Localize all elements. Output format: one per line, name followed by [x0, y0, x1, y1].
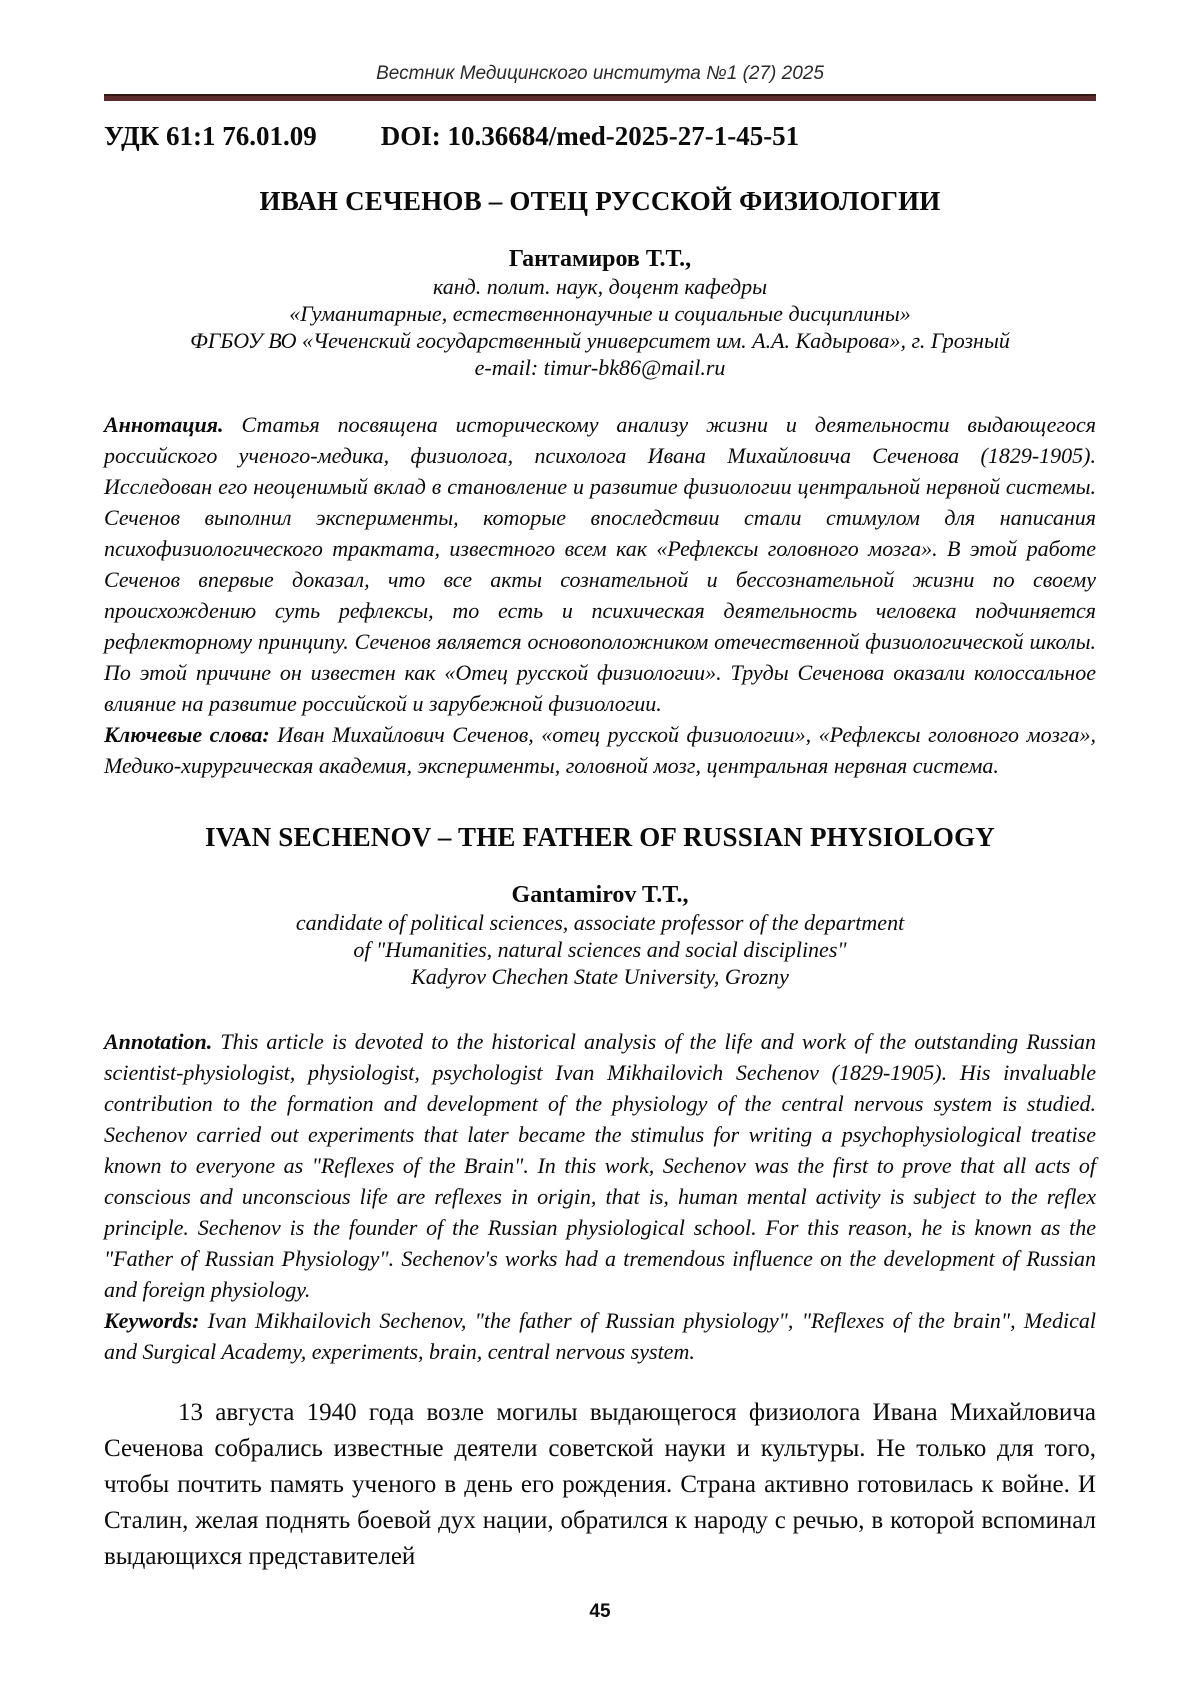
author-degree-en: candidate of political sciences, associate professor of the department — [295, 910, 905, 935]
keywords-label-ru: Ключевые слова: — [104, 722, 270, 747]
department-en: of "Humanities, natural sciences and social disciplines" — [353, 937, 847, 962]
article-title-en: IVAN SECHENOV – THE FATHER OF RUSSIAN PHYSIOLOGY — [204, 822, 995, 852]
article-title-ru: ИВАН СЕЧЕНОВ – ОТЕЦ РУССКОЙ ФИЗИОЛОГИИ — [259, 186, 941, 216]
author-name-ru: Гантамиров Т.Т., — [508, 246, 692, 272]
abstract-label-en: Annotation. — [104, 1029, 213, 1054]
abstract-text-en: This article is devoted to the historical analysis of the life and work of the outstanding Russian scientist-physiologist, physiologist, psychologist Ivan Mikhailovich Sechenov (1829-1905). His invaluable contribution to the formation and development of the physiology of the central nervous system is studied. Sechenov carried out experiments that later became the stimulus for writing a psychophysiological treatise known to everyone as "Reflexes of the Brain". In this work, Sechenov was the first to prove that all acts of conscious and unconscious life are reflexes in origin, that is, human mental activity is subject to the reflex principle. Sechenov is the founder of the Russian physiological school. For this reason, he is known as the "Father of Russian Physiology". Sechenov's works had a tremendous influence on the development of Russian and foreign physiology. — [104, 1029, 1096, 1302]
author-email: e-mail: timur-bk86@mail.ru — [474, 355, 726, 380]
keywords-ru — [104, 719, 1096, 781]
body-paragraph: 13 августа 1940 года возле могилы выдающегося физиолога Ивана Михайловича Сеченова собрались известные деятели советской науки и культуры. Не только для того, чтобы почтить память ученого в день его рождения. Страна активно готовилась к войне. И Сталин, желая поднять боевой дух нации, обратился к народу с речью, в которой вспоминал выдающихся представителей — [104, 1399, 1096, 1570]
page-number: 45 — [589, 1601, 611, 1622]
keywords-text-ru: Иван Михайлович Сеченов, «отец русской физиологии», «Рефлексы головного мозга», Медико-хирургическая академия, эксперименты, головной мозг, центральная нервная система. — [104, 722, 1096, 778]
abstract-label-ru: Аннотация. — [104, 412, 224, 437]
department-ru: «Гуманитарные, естественнонаучные и социальные дисциплины» — [289, 301, 911, 326]
university-en: Kadyrov Chechen State University, Grozny — [411, 964, 789, 989]
university-ru: ФГБОУ ВО «Чеченский государственный университет им. А.А. Кадырова», г. Грозный — [190, 328, 1010, 353]
journal-header-title: Вестник Медицинского института №1 (27) 2025 — [376, 63, 824, 84]
keywords-text-en: Ivan Mikhailovich Sechenov, "the father of Russian physiology", "Reflexes of the brain", Medical and Surgical Academy, experiments, brain, central nervous system. — [104, 1308, 1096, 1364]
author-name-en: Gantamirov T.T., — [511, 882, 689, 908]
keywords-label-en: Keywords: — [104, 1308, 200, 1333]
header-rule — [104, 94, 1096, 101]
doi-label: DOI: 10.36684/med-2025-27-1-45-51 — [380, 121, 800, 151]
abstract-en — [104, 1026, 1096, 1305]
author-degree-ru: канд. полит. наук, доцент кафедры — [432, 274, 768, 299]
meta-row — [104, 121, 1096, 151]
affiliation-block-en — [104, 909, 1096, 990]
abstract-ru — [104, 409, 1096, 719]
keywords-en — [104, 1305, 1096, 1367]
udc-label: УДК 61:1 76.01.09 — [104, 121, 317, 151]
affiliation-block-ru — [104, 273, 1096, 381]
abstract-text-ru: Статья посвящена историческому анализу жизни и деятельности выдающегося российского ученого-медика, физиолога, психолога Ивана Михайловича Сеченова (1829-1905). Исследован его неоценимый вклад в становление и развитие физиологии центральной нервной системы. Сеченов выполнил эксперименты, которые впоследствии стали стимулом для написания психофизиологического трактата, известного всем как «Рефлексы головного мозга». В этой работе Сеченов впервые доказал, что все акты сознательной и бессознательной жизни по своему происхождению суть рефлексы, то есть и психическая деятельность человека подчиняется рефлекторному принципу. Сеченов является основоположником отечественной физиологической школы. По этой причине он известен как «Отец русской физиологии». Труды Сеченова оказали колоссальное влияние на развитие российской и зарубежной физиологии. — [104, 412, 1096, 716]
